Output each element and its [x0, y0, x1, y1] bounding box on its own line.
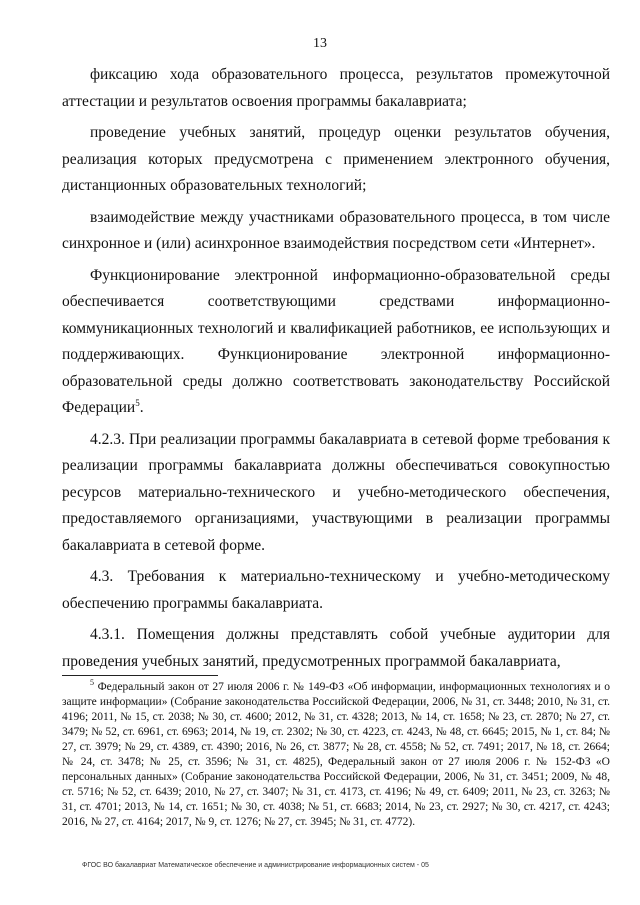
paragraph-text: Функционирование электронной информационно-образовательной среды обеспечивается соответствующими средствами информационно-коммуникационных технологий и квалификацией работников, ее использующих и поддерживающих. Функционирование электронной информационно-образовательной среды должно соответствовать законодательству Российской Федерации — [62, 266, 610, 416]
paragraph-text: проведение учебных занятий, процедур оценки результатов обучения, реализация которых предусмотрена с применением электронного обучения, дистанционных образовательных технологий; — [62, 124, 610, 194]
paragraph-text: фиксацию хода образовательного процесса, результатов промежуточной аттестации и результатов освоения программы бакалавриата; — [62, 66, 610, 110]
paragraph-text: 4.3.1. Помещения должны представлять собой учебные аудитории для проведения учебных занятий, предусмотренных программой бакалавриата, — [62, 626, 610, 670]
paragraph — [62, 205, 610, 258]
paragraph-text: 4.2.3. При реализации программы бакалавриата в сетевой форме требования к реализации программы бакалавриата должны обеспечиваться совокупностью ресурсов материально-технического и учебно-методического обеспечения, предоставляемого организациями, участвующими в реализации программы бакалавриата в сетевой форме. — [62, 430, 610, 554]
page-footer: ФГОС ВО бакалавриат Математическое обеспечение и администрирование информационных систем - 05 — [82, 862, 429, 869]
footnote-reference: 5 — [135, 397, 140, 408]
paragraph — [62, 564, 610, 617]
paragraph — [62, 263, 610, 422]
paragraph — [62, 427, 610, 560]
paragraph — [62, 62, 610, 115]
footnote-text: Федеральный закон от 27 июля 2006 г. № 149-ФЗ «Об информации, информационных технологиях и о защите информации» (Собрание законодательства Российской Федерации, 2006, № 31, ст. 3448; 2010, № 31, ст. 4196; 2011, № 15, ст. 2038; № 30, ст. 4600; 2012, № 31, ст. 4328; 2013, № 14, ст. 1658; № 23, ст. 2870; № 27, ст. 3479; № 52, ст. 6961, ст. 6963; 2014, № 19, ст. 2302; № 30, ст. 4223, ст. 4243, № 48, ст. 6645; 2015, № 1, ст. 84; № 27, ст. 3979; № 29, ст. 4389, ст. 4390; 2016, № 26, ст. 3877; № 28, ст. 4558; № 52, ст. 7491; 2017, № 18, ст. 2664; № 24, ст. 3478; № 25, ст. 3596; № 31, ст. 4825), Федеральный закон от 27 июля 2006 г. № 152-ФЗ «О персональных данных» (Собрание законодательства Российской Федерации, 2006, № 31, ст. 3451; 2009, № 48, ст. 5716; № 52, ст. 6439; 2010, № 27, ст. 3407; № 31, ст. 4173, ст. 4196; № 49, ст. 6409; 2011, № 23, ст. 3263; № 31, ст. 4701; 2013, № 14, ст. 1651; № 30, ст. 4038; № 51, ст. 6683; 2014, № 23, ст. 2927; № 30, ст. 4217, ст. 4243; 2016, № 27, ст. 4164; 2017, № 9, ст. 1276; № 27, ст. 3945; № 31, ст. 4772). — [62, 681, 610, 828]
paragraph-text: взаимодействие между участниками образовательного процесса, в том числе синхронное и (или) асинхронное взаимодействия посредством сети «Интернет». — [62, 208, 610, 252]
footnote-marker: 5 — [90, 678, 94, 688]
paragraph — [62, 622, 610, 675]
body-text — [62, 62, 610, 680]
paragraph-text: 4.3. Требования к материально-техническому и учебно-методическому обеспечению программы бакалавриата. — [62, 568, 610, 612]
footnote — [62, 680, 610, 830]
footnote-divider — [62, 675, 218, 676]
page-number: 13 — [313, 36, 327, 51]
paragraph — [62, 120, 610, 200]
paragraph-tail: . — [139, 399, 144, 416]
